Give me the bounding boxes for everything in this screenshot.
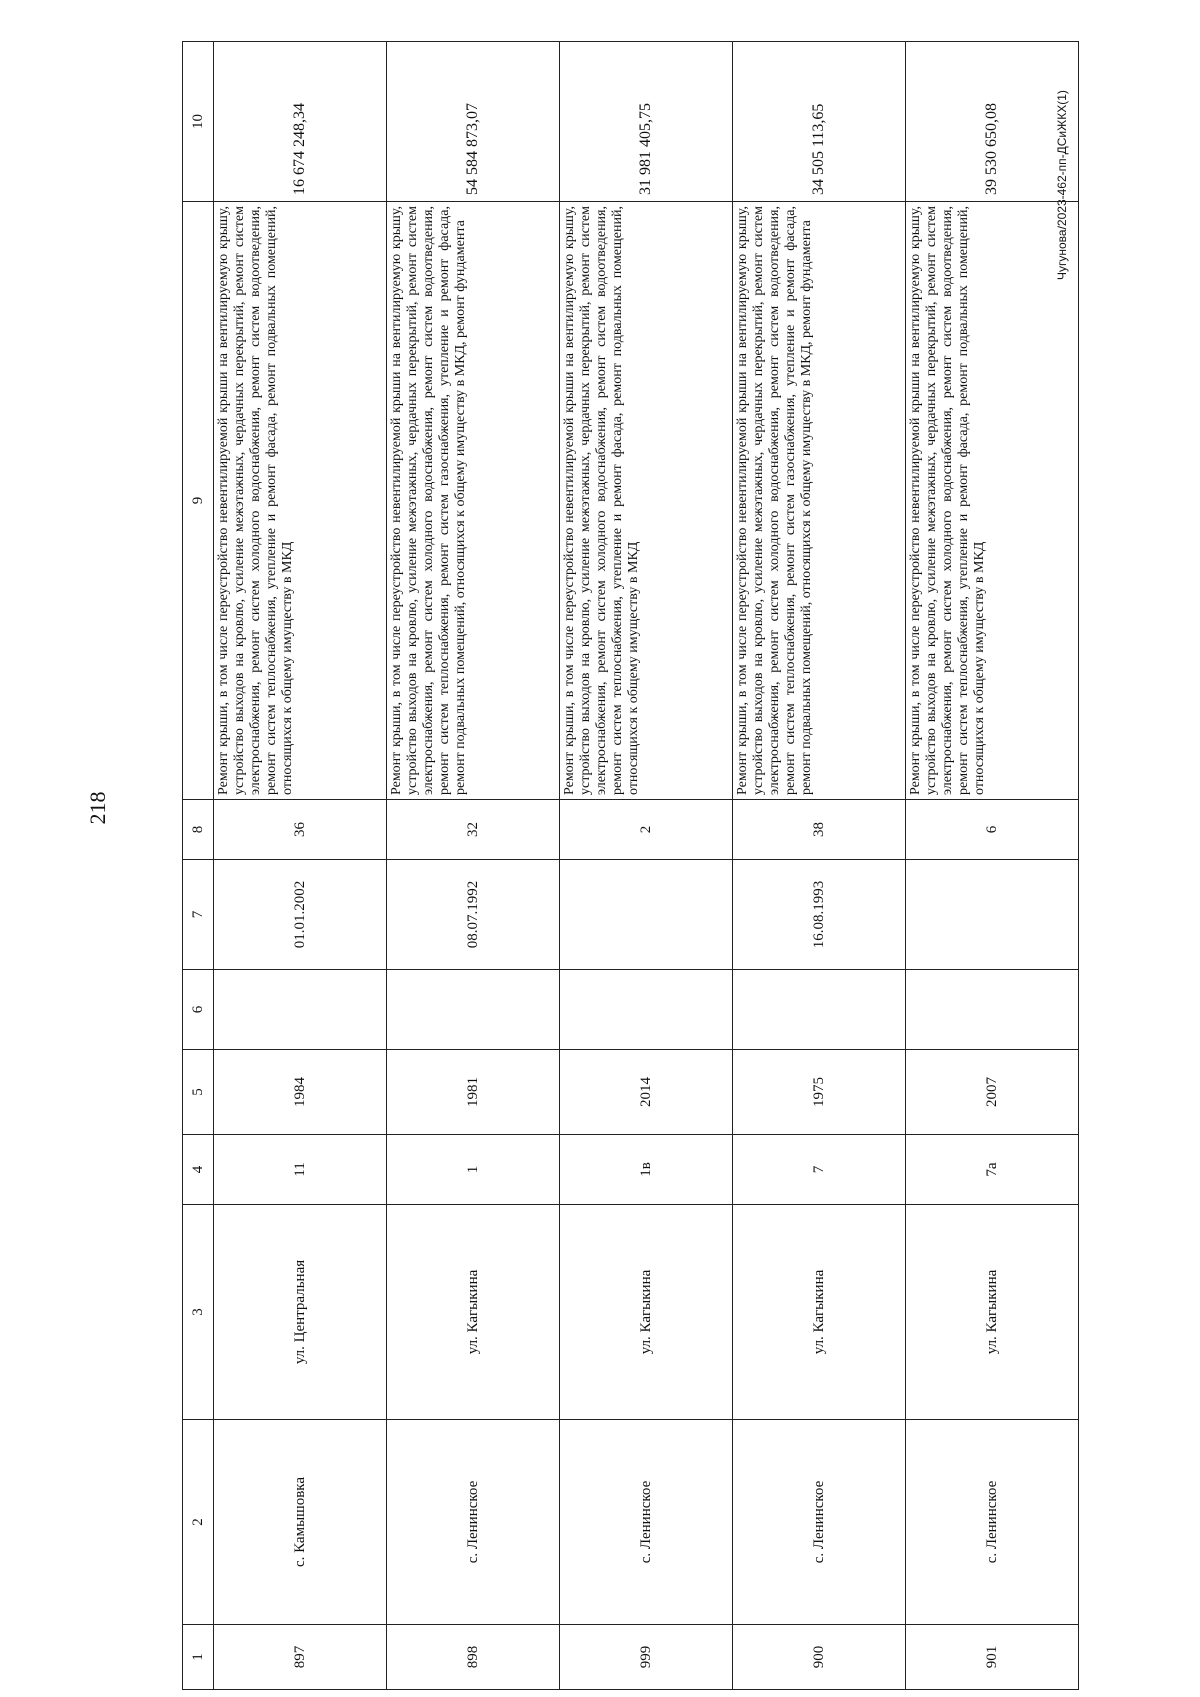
settlement-cell: с. Ленинское <box>733 1420 906 1625</box>
year-cell: 2007 <box>906 1050 1079 1135</box>
column-6-cell <box>387 970 560 1050</box>
row-number: 999 <box>560 1625 733 1690</box>
column-6-cell <box>214 970 387 1050</box>
column-6-cell <box>560 970 733 1050</box>
house-cell: 1 <box>387 1135 560 1205</box>
column-6-cell <box>906 970 1079 1050</box>
column-8-cell: 6 <box>906 800 1079 860</box>
column-8-cell: 2 <box>560 800 733 860</box>
date-cell: 16.08.1993 <box>733 860 906 970</box>
page-number: 218 <box>85 791 110 825</box>
table-row <box>906 42 1079 1690</box>
registry-table <box>182 41 1079 1690</box>
header-row <box>183 42 214 1690</box>
table-row <box>214 42 387 1690</box>
column-header-3: 3 <box>183 1205 214 1420</box>
column-header-6: 6 <box>183 970 214 1050</box>
works-cell: Ремонт крыши, в том числе переустройство невентилируемой крыши на вентилируемую крышу, устройство выходов на кровлю, усиление межэтажных, чердачных перекрытий, ремонт систем электроснабжения, ремонт систем холодного водоснабжения, ремонт систем водоотведения, ремонт систем теплоснабжения, ремонт систем газоснабжения, утепление и ремонт фасада, ремонт подвальных помещений, относящихся к общему имуществу в МКД, ремонт фундамента <box>733 202 906 800</box>
row-number: 898 <box>387 1625 560 1690</box>
sum-cell: 39 530 650,08 <box>906 42 1079 202</box>
date-cell: 01.01.2002 <box>214 860 387 970</box>
table-row <box>387 42 560 1690</box>
registry-table-container <box>182 42 1057 1690</box>
street-cell: ул. Кагыкина <box>906 1205 1079 1420</box>
column-6-cell <box>733 970 906 1050</box>
row-number: 897 <box>214 1625 387 1690</box>
settlement-cell: с. Ленинское <box>560 1420 733 1625</box>
row-number: 900 <box>733 1625 906 1690</box>
column-8-cell: 36 <box>214 800 387 860</box>
settlement-cell: с. Ленинское <box>387 1420 560 1625</box>
year-cell: 2014 <box>560 1050 733 1135</box>
column-header-10: 10 <box>183 42 214 202</box>
works-cell: Ремонт крыши, в том числе переустройство невентилируемой крыши на вентилируемую крышу, устройство выходов на кровлю, усиление межэтажных, чердачных перекрытий, ремонт систем электроснабжения, ремонт систем холодного водоснабжения, ремонт систем водоотведения, ремонт систем теплоснабжения, утепление и ремонт фасада, ремонт подвальных помещений, относящихся к общему имуществу в МКД <box>214 202 387 800</box>
sum-cell: 34 505 113,65 <box>733 42 906 202</box>
house-cell: 11 <box>214 1135 387 1205</box>
settlement-cell: с. Ленинское <box>906 1420 1079 1625</box>
house-cell: 7а <box>906 1135 1079 1205</box>
date-cell: 08.07.1992 <box>387 860 560 970</box>
works-cell: Ремонт крыши, в том числе переустройство невентилируемой крыши на вентилируемую крышу, устройство выходов на кровлю, усиление межэтажных, чердачных перекрытий, ремонт систем электроснабжения, ремонт систем холодного водоснабжения, ремонт систем водоотведения, ремонт систем теплоснабжения, утепление и ремонт фасада, ремонт подвальных помещений, относящихся к общему имуществу в МКД <box>906 202 1079 800</box>
date-cell <box>906 860 1079 970</box>
document-code: Чугунова/2023-462-пп-ДСиЖКХ(1) <box>1055 90 1069 280</box>
works-cell: Ремонт крыши, в том числе переустройство невентилируемой крыши на вентилируемую крышу, устройство выходов на кровлю, усиление межэтажных, чердачных перекрытий, ремонт систем электроснабжения, ремонт систем холодного водоснабжения, ремонт систем водоотведения, ремонт систем теплоснабжения, утепление и ремонт фасада, ремонт подвальных помещений, относящихся к общему имуществу в МКД <box>560 202 733 800</box>
column-header-1: 1 <box>183 1625 214 1690</box>
row-number: 901 <box>906 1625 1079 1690</box>
street-cell: ул. Кагыкина <box>560 1205 733 1420</box>
column-header-2: 2 <box>183 1420 214 1625</box>
street-cell: ул. Кагыкина <box>387 1205 560 1420</box>
table-row <box>733 42 906 1690</box>
works-cell: Ремонт крыши, в том числе переустройство невентилируемой крыши на вентилируемую крышу, устройство выходов на кровлю, усиление межэтажных, чердачных перекрытий, ремонт систем электроснабжения, ремонт систем холодного водоснабжения, ремонт систем водоотведения, ремонт систем теплоснабжения, ремонт систем газоснабжения, утепление и ремонт фасада, ремонт подвальных помещений, относящихся к общему имуществу в МКД, ремонт фундамента <box>387 202 560 800</box>
column-8-cell: 38 <box>733 800 906 860</box>
year-cell: 1981 <box>387 1050 560 1135</box>
table-row <box>560 42 733 1690</box>
column-header-9: 9 <box>183 202 214 800</box>
column-header-5: 5 <box>183 1050 214 1135</box>
sum-cell: 16 674 248,34 <box>214 42 387 202</box>
street-cell: ул. Центральная <box>214 1205 387 1420</box>
column-header-4: 4 <box>183 1135 214 1205</box>
sum-cell: 31 981 405,75 <box>560 42 733 202</box>
column-header-7: 7 <box>183 860 214 970</box>
year-cell: 1984 <box>214 1050 387 1135</box>
street-cell: ул. Кагыкина <box>733 1205 906 1420</box>
column-8-cell: 32 <box>387 800 560 860</box>
sum-cell: 54 584 873,07 <box>387 42 560 202</box>
year-cell: 1975 <box>733 1050 906 1135</box>
column-header-8: 8 <box>183 800 214 860</box>
settlement-cell: с. Камышовка <box>214 1420 387 1625</box>
date-cell <box>560 860 733 970</box>
house-cell: 7 <box>733 1135 906 1205</box>
house-cell: 1в <box>560 1135 733 1205</box>
